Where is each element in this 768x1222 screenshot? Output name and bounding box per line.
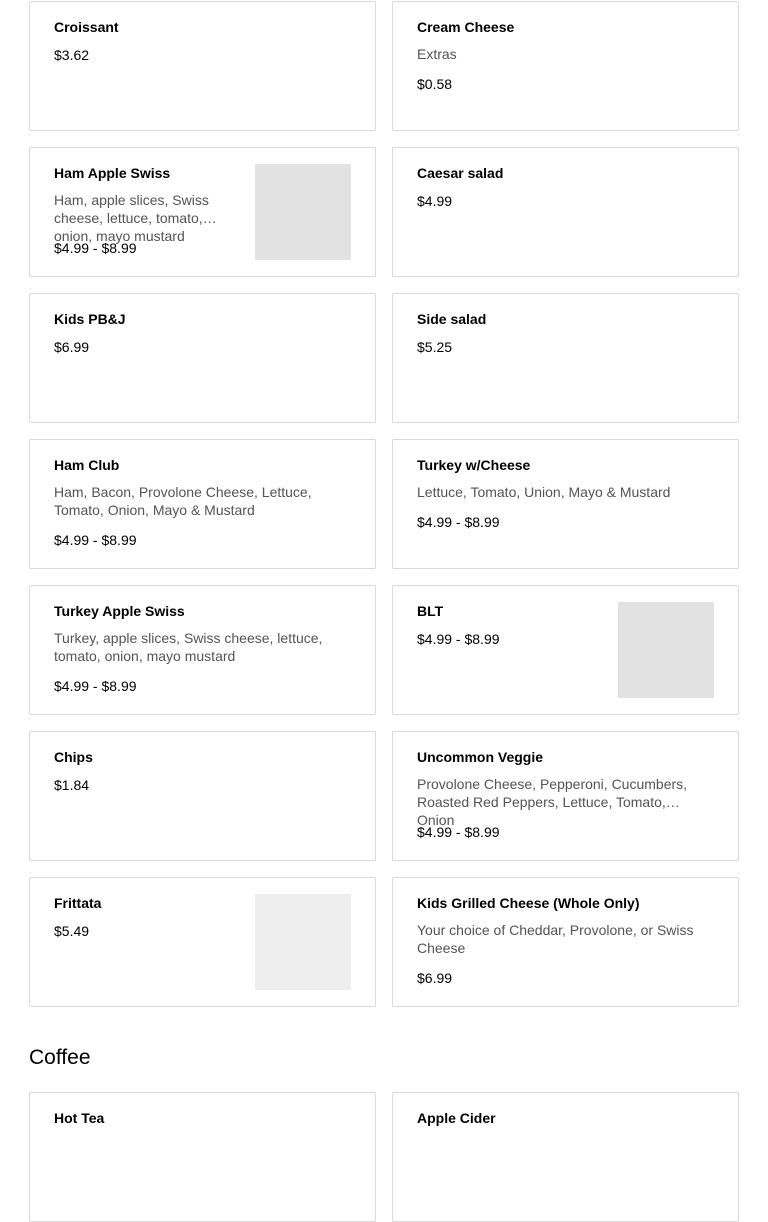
item-name: Ham Club (54, 457, 120, 473)
item-description: Ham, apple slices, Swiss cheese, lettuce, tomato, onion, mayo mustard (54, 192, 209, 244)
item-name: Frittata (54, 895, 102, 911)
menu-item-caesar-salad[interactable] (392, 147, 739, 277)
item-price: $4.99 - $8.99 (417, 631, 500, 647)
item-price: $0.58 (417, 76, 453, 92)
item-name: Kids PB&J (54, 311, 126, 327)
item-name: Ham Apple Swiss (54, 165, 171, 181)
item-description: Provolone Cheese, Pepperoni, Cucumbers, Roasted Red Peppers, Lettuce, Tomato, Onion (417, 776, 688, 828)
item-name: Side salad (417, 311, 487, 327)
item-name: Uncommon Veggie (417, 749, 544, 765)
menu-item-hot-tea[interactable] (29, 1092, 376, 1222)
menu-item-apple-cider[interactable] (392, 1092, 739, 1222)
menu-item-turkey-apple-swiss[interactable] (29, 585, 376, 715)
item-price: $1.84 (54, 777, 90, 793)
item-image-placeholder (255, 164, 351, 260)
item-price: $6.99 (54, 339, 90, 355)
item-price: $5.49 (54, 923, 90, 939)
menu-item-ham-apple-swiss[interactable] (29, 147, 376, 277)
item-price: $4.99 (417, 193, 453, 209)
item-price: $3.62 (54, 47, 90, 63)
menu-item-kids-grilled-cheese[interactable] (392, 877, 739, 1007)
item-price: $6.99 (417, 970, 453, 986)
menu-item-cream-cheese[interactable] (392, 1, 739, 131)
item-price: $4.99 - $8.99 (54, 240, 137, 256)
item-price: $4.99 - $8.99 (417, 514, 500, 530)
menu-item-turkey-cheese[interactable] (392, 439, 739, 569)
item-price: $4.99 - $8.99 (417, 824, 500, 840)
item-price: $4.99 - $8.99 (54, 532, 137, 548)
item-description: Lettuce, Tomato, Union, Mayo & Mustard (417, 484, 671, 500)
item-price: $5.25 (417, 339, 453, 355)
item-description: Turkey, apple slices, Swiss cheese, lettuce, tomato, onion, mayo mustard (54, 630, 323, 664)
item-name: Croissant (54, 19, 119, 35)
item-name: BLT (417, 603, 444, 619)
section-title-coffee: Coffee (29, 1046, 91, 1069)
item-image-placeholder (255, 894, 351, 990)
item-name: Chips (54, 749, 93, 765)
item-description: Your choice of Cheddar, Provolone, or Swiss Cheese (417, 922, 694, 956)
item-name: Turkey w/Cheese (417, 457, 531, 473)
item-name: Cream Cheese (417, 19, 515, 35)
item-name: Kids Grilled Cheese (Whole Only) (417, 895, 640, 911)
menu-item-ham-club[interactable] (29, 439, 376, 569)
menu-item-uncommon-veggie[interactable] (392, 731, 739, 861)
item-name: Turkey Apple Swiss (54, 603, 185, 619)
menu-item-croissant[interactable] (29, 1, 376, 131)
item-price: $4.99 - $8.99 (54, 678, 137, 694)
menu-item-side-salad[interactable] (392, 293, 739, 423)
menu-item-blt[interactable] (392, 585, 739, 715)
menu-item-frittata[interactable] (29, 877, 376, 1007)
menu-item-kids-pbj[interactable] (29, 293, 376, 423)
item-description: Ham, Bacon, Provolone Cheese, Lettuce, Tomato, Onion, Mayo & Mustard (54, 484, 312, 518)
item-name: Caesar salad (417, 165, 504, 181)
item-name: Hot Tea (54, 1110, 105, 1126)
menu-item-chips[interactable] (29, 731, 376, 861)
item-image-placeholder (618, 602, 714, 698)
item-name: Apple Cider (417, 1110, 496, 1126)
item-description: Extras (417, 46, 457, 62)
